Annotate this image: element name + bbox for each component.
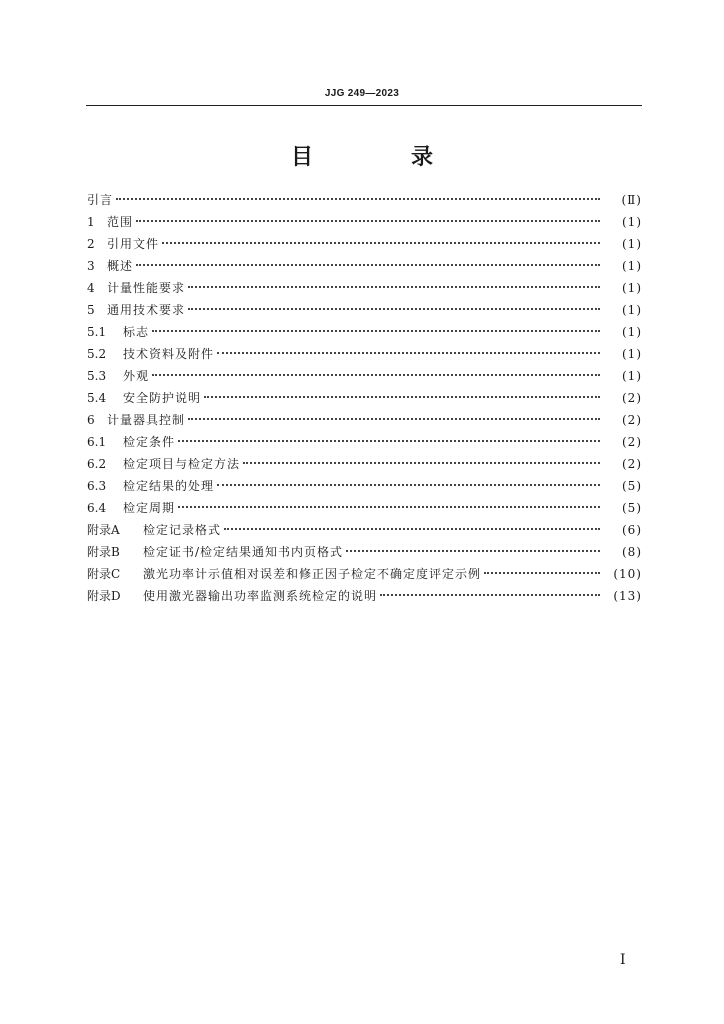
- toc-entry[interactable]: [87, 475, 642, 497]
- toc-entry[interactable]: [87, 563, 642, 585]
- toc-entry[interactable]: [87, 431, 642, 453]
- toc-entry-title: 检定结果的处理: [123, 479, 215, 493]
- toc-entry-title: 计量器具控制: [107, 413, 186, 427]
- toc-entry-number: 6.2: [87, 457, 107, 471]
- toc-entry-number: 附录D: [87, 589, 121, 603]
- toc-entry-page: (2): [622, 435, 642, 449]
- toc-leader-dots: [204, 394, 600, 398]
- toc-entry-title: 引言: [87, 193, 114, 207]
- toc-entry[interactable]: [87, 255, 642, 277]
- toc-entry-page: (1): [622, 237, 642, 251]
- toc-entry[interactable]: [87, 211, 642, 233]
- toc-leader-dots: [136, 218, 600, 222]
- toc-leader-dots: [162, 240, 600, 244]
- toc-entry[interactable]: [87, 409, 642, 431]
- toc-title: 目 录: [290, 145, 471, 170]
- standard-code-header: JJG 249—2023: [324, 88, 400, 99]
- toc-leader-dots: [380, 592, 600, 596]
- toc-leader-dots: [188, 416, 600, 420]
- toc-entry[interactable]: [87, 321, 642, 343]
- toc-entry-number: 3: [87, 259, 95, 273]
- toc-entry-page: (1): [622, 325, 642, 339]
- toc-entry[interactable]: [87, 519, 642, 541]
- toc-entry-number: 5.2: [87, 347, 107, 361]
- toc-entry-number: 5.4: [87, 391, 107, 405]
- toc-entry-title: 技术资料及附件: [123, 347, 215, 361]
- toc-entry-number: 6: [87, 413, 95, 427]
- toc-entry-page: (8): [622, 545, 642, 559]
- toc-entry-page: (2): [622, 391, 642, 405]
- toc-entry-title: 通用技术要求: [107, 303, 186, 317]
- toc-entry-title: 检定项目与检定方法: [123, 457, 241, 471]
- toc-entry[interactable]: [87, 277, 642, 299]
- toc-entry-page: (2): [622, 457, 642, 471]
- toc-entry-title: 引用文件: [107, 237, 160, 251]
- toc-entry-page: (5): [622, 501, 642, 515]
- toc-entry[interactable]: [87, 343, 642, 365]
- toc-entry[interactable]: [87, 365, 642, 387]
- toc-entry-title: 使用激光器输出功率监测系统检定的说明: [143, 589, 378, 603]
- toc-entry-title: 检定条件: [123, 435, 176, 449]
- toc-leader-dots: [116, 196, 600, 200]
- toc-entry[interactable]: [87, 585, 642, 607]
- toc-leader-dots: [346, 548, 600, 552]
- toc-entry-title: 检定记录格式: [143, 523, 222, 537]
- toc-entry-page: (10): [613, 567, 642, 581]
- toc-entry-page: (1): [622, 347, 642, 361]
- toc-leader-dots: [152, 328, 600, 332]
- toc-entry-title: 标志: [123, 325, 150, 339]
- toc-entry-title: 概述: [107, 259, 134, 273]
- toc-entry-number: 5: [87, 303, 95, 317]
- toc-entry-number: 2: [87, 237, 95, 251]
- toc-leader-dots: [484, 570, 600, 574]
- toc-entry-number: 5.1: [87, 325, 107, 339]
- toc-entry-page: (1): [622, 369, 642, 383]
- toc-entry-page: (6): [622, 523, 642, 537]
- toc-leader-dots: [188, 306, 600, 310]
- toc-entry[interactable]: [87, 233, 642, 255]
- toc-entry-number: 5.3: [87, 369, 107, 383]
- toc-entry-title: 范围: [107, 215, 134, 229]
- toc-entry-title: 外观: [123, 369, 150, 383]
- page-number: I: [620, 952, 626, 968]
- toc-entry-number: 附录A: [87, 523, 120, 537]
- toc-entry-title: 检定证书/检定结果通知书内页格式: [143, 545, 344, 559]
- toc-entry-page: (Ⅱ): [621, 193, 642, 207]
- toc-entry-number: 6.3: [87, 479, 107, 493]
- toc-leader-dots: [224, 526, 600, 530]
- toc-entry-page: (1): [622, 259, 642, 273]
- toc-entry[interactable]: [87, 387, 642, 409]
- toc-entry-number: 4: [87, 281, 95, 295]
- toc-entry-page: (13): [613, 589, 642, 603]
- toc-entry-page: (1): [622, 215, 642, 229]
- toc-entry-page: (1): [622, 281, 642, 295]
- toc-entry-number: 6.4: [87, 501, 107, 515]
- toc-entry-page: (1): [622, 303, 642, 317]
- toc-leader-dots: [178, 438, 600, 442]
- toc-leader-dots: [217, 482, 600, 486]
- header-divider: [86, 105, 642, 106]
- toc-leader-dots: [188, 284, 600, 288]
- toc-entry-title: 检定周期: [123, 501, 176, 515]
- toc-entry-title: 激光功率计示值相对误差和修正因子检定不确定度评定示例: [143, 567, 482, 581]
- toc-entry-number: 附录C: [87, 567, 121, 581]
- toc-entry-number: 6.1: [87, 435, 107, 449]
- toc-entry-page: (2): [622, 413, 642, 427]
- toc-entry[interactable]: [87, 453, 642, 475]
- toc-leader-dots: [152, 372, 600, 376]
- toc-entry[interactable]: [87, 541, 642, 563]
- toc-entry-title: 计量性能要求: [107, 281, 186, 295]
- toc-entry-number: 附录B: [87, 545, 120, 559]
- toc-entry-page: (5): [622, 479, 642, 493]
- toc-entry[interactable]: [87, 189, 642, 211]
- toc-entry[interactable]: [87, 497, 642, 519]
- toc-leader-dots: [217, 350, 600, 354]
- toc-list: [87, 189, 642, 607]
- toc-leader-dots: [243, 460, 600, 464]
- toc-entry-number: 1: [87, 215, 95, 229]
- toc-entry[interactable]: [87, 299, 642, 321]
- toc-leader-dots: [178, 504, 600, 508]
- toc-entry-title: 安全防护说明: [123, 391, 202, 405]
- toc-leader-dots: [136, 262, 600, 266]
